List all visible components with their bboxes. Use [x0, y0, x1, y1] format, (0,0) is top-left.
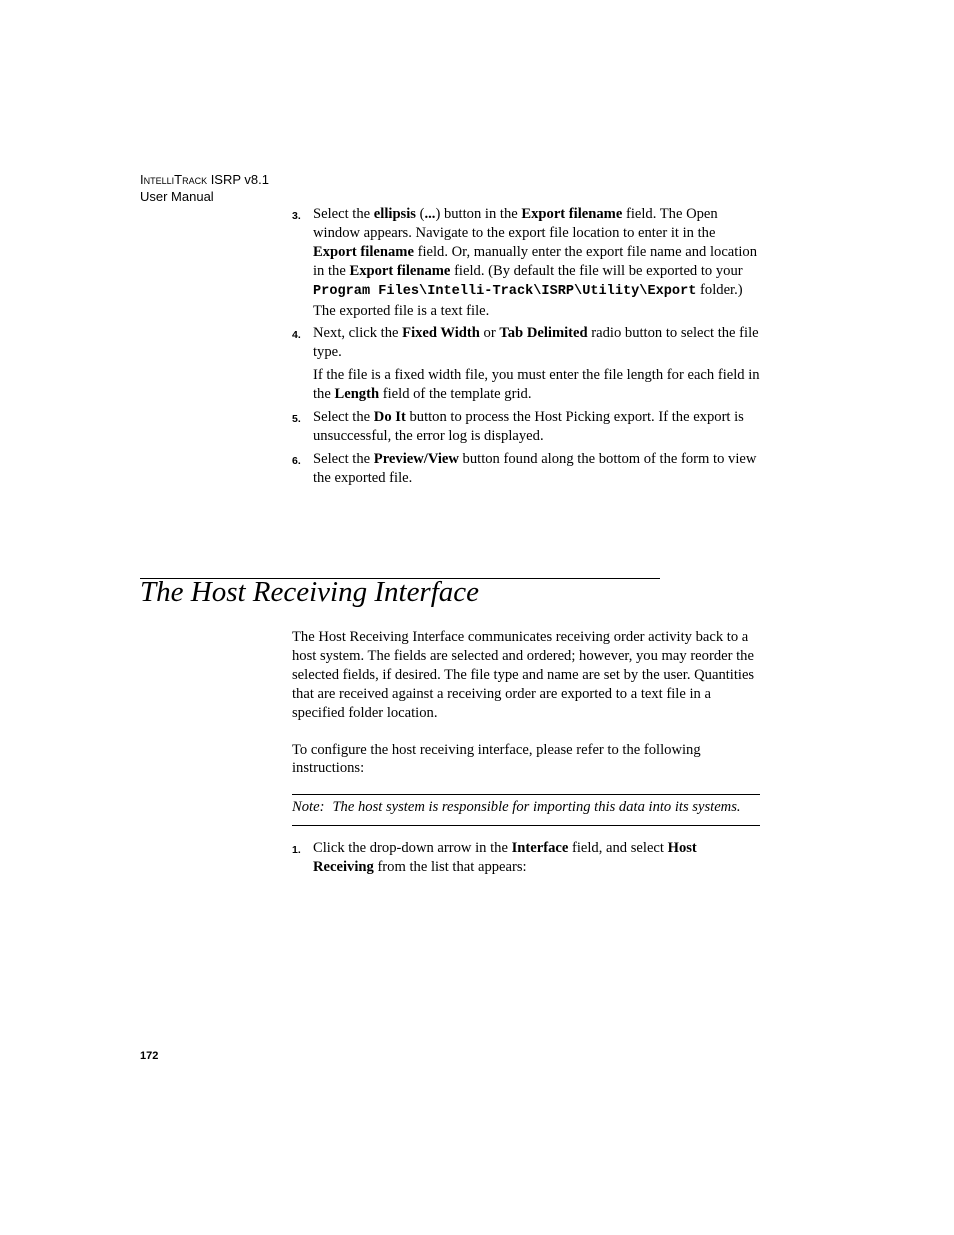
section-body: [292, 628, 760, 881]
export-path: Program Files\Intelli-Track\ISRP\Utility\Export: [313, 283, 697, 299]
steps-list-continued: [292, 205, 760, 492]
note-text: The host system is responsible for importing this data into its systems.: [332, 799, 741, 816]
manual-subtitle: User Manual: [140, 189, 214, 204]
instructions-paragraph: To configure the host receiving interface, please refer to the following instructions:: [292, 741, 701, 777]
note-box: [292, 794, 760, 826]
intro-paragraph: The Host Receiving Interface communicates receiving order activity back to a host system. The fields are selected and ordered; however, you may reorder the selected fields, if desired. The file type and name are set by the user. Quantities that are received against a receiving order are exported to a text file in a specified folder location.: [292, 629, 755, 721]
section-title: The Host Receiving Interface: [140, 576, 480, 608]
running-header: [140, 171, 269, 205]
step-4-detail: If the file is a fixed width file, you must enter the file length for each field in the Length field of the template grid.: [313, 367, 760, 403]
step-6: 6. Select the Preview/View button found along the bottom of the form to view the exported file.: [292, 450, 760, 488]
step-4-text: Next, click the Fixed Width or Tab Delimited radio button to select the file type.: [313, 325, 759, 361]
step-1: 1. Click the drop-down arrow in the Interface field, and select Host Receiving from the list that appears:: [292, 839, 760, 877]
page-number: 172: [140, 1050, 159, 1062]
step-4: 4. Next, click the Fixed Width or Tab Delimited radio button to select the file type. If the file is a fixed width file, you must enter the file length for each field in the Length field of the template grid.: [292, 325, 760, 403]
step-3-text: Select the ellipsis (...) button in the Export filename field. The Open window appears. Navigate to the export file location to enter it in the Export filename field. Or, manually enter the export file name and location in the Export filename field. (By default the file will be exported to your Program Files\Intelli-Track\ISRP\Utility\Export folder.) The exported file is a text file.: [313, 206, 757, 319]
note-label: Note:: [292, 799, 325, 816]
step-3: 3. Select the ellipsis (...) button in the Export filename field. The Open window appears. Navigate to the export file location to enter it in the Export filename field. Or, manually enter the export file name and location in the Export filename field. (By default the file will be exported to your Program Files\Intelli-Track\ISRP\Utility\Export folder.) The exported file is a text file.: [292, 205, 760, 320]
step-5: 5. Select the Do It button to process the Host Picking export. If the export is unsuccessful, the error log is displayed.: [292, 408, 760, 446]
step-5-text: Select the Do It button to process the Host Picking export. If the export is unsuccessful, the error log is displayed.: [313, 409, 744, 444]
product-name: IntelliTrack ISRP v8.1: [140, 172, 269, 187]
step-6-text: Select the Preview/View button found along the bottom of the form to view the exported file.: [313, 450, 757, 486]
step-1-text: Click the drop-down arrow in the Interface field, and select Host Receiving from the list that appears:: [313, 840, 697, 876]
